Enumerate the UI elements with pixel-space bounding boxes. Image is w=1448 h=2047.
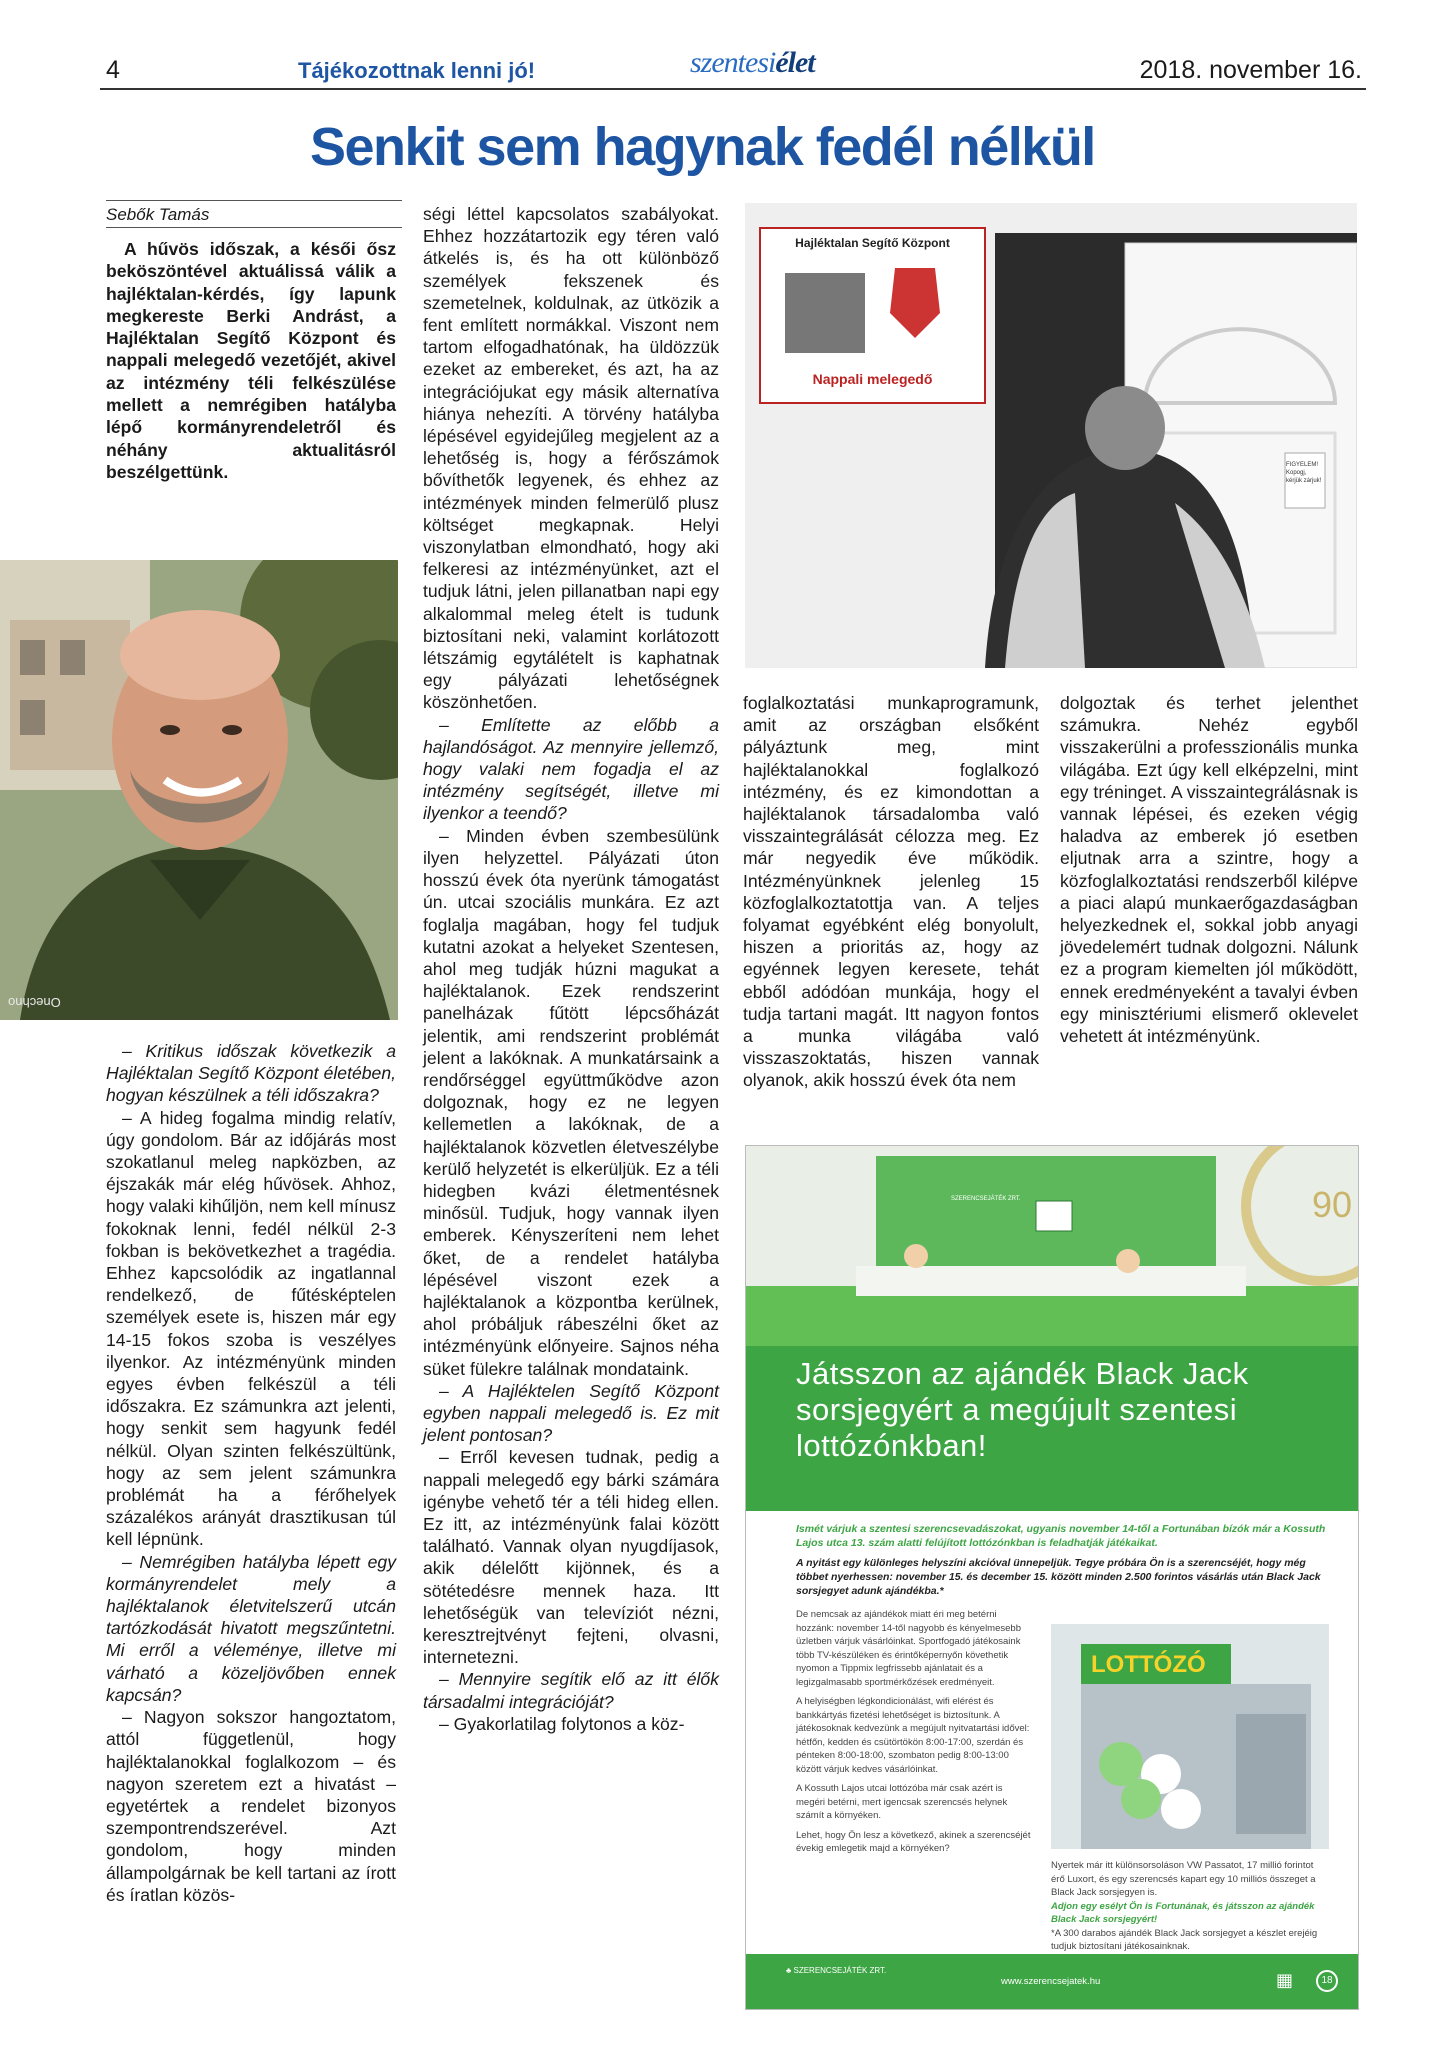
- paragraph: foglalkoztatási munkaprogramunk, amit az országban elsőként pályáztunk meg, mint hajléktalanokkal foglalkozó intézmény, és ez kimondottan a hajléktalanok társadalomba való visszaintegrálását célozza meg. Ez már negyedik éve működik. Intézményünknek jelenleg 15 közfoglalkoztatottja van. A teljes folyamat egyébként elég bonyolult, hiszen a prioritás az, hogy az egyénnek legyen keresete, tehát ebből adódóan munkája, hogy el tudja tartani magát. Itt nagyon fontos a munka világába való visszaszoktatás, hiszen vannak olyanok, akik hosszú évek óta nem: [743, 693, 1039, 1091]
- portrait-photo: [0, 560, 398, 1020]
- page-number: 4: [106, 56, 120, 84]
- ad-caption-text: Nyertek már itt különsorsoláson VW Passatot, 17 millió forintot érő Luxort, és egy szerencsés kapart egy 10 milliós összeget a Black Jack sorsjegyen is.: [1051, 1860, 1316, 1898]
- store-interior-illustration: [746, 1146, 1359, 1368]
- paragraph: – A Hajléktelen Segítő Központ egyben nappali melegedő is. Ez mit jelent pontosan?: [423, 1380, 719, 1446]
- article-lead: A hűvös időszak, a késői ősz beköszöntével aktuálissá válik a hajléktalan-kérdés, így lapunk megkereste Berki Andrást, a Hajléktalan Segítő Központ és nappali melegedő vezetőjét, akivel az intézmény téli felkészülése mellett a nemrégiben hatályba lépő kormányrendeletről és néhány aktualitásról beszélgettünk.: [106, 239, 396, 482]
- clover-logo: ♣ SZERENCSEJÁTÉK ZRT.: [786, 1966, 887, 1975]
- photo-watermark: Onechno: [8, 995, 61, 1010]
- ad-offer: A nyitást egy különleges helyszíni akcióval ünnepeljük. Tegye próbára Ön is a szerencséjét, hogy még többet nyerhessen: november 15. és december 15. között minden 2.500 forintos vásárlás után Black Jack sorsjegyet adunk ajándékba.*: [796, 1557, 1321, 1597]
- column-2: [423, 203, 719, 1735]
- counter-sign: SZERENCSEJÁTÉK ZRT.: [951, 1196, 1021, 1202]
- door-notice: FIGYELEM! Kopogj, kérjük zárjuk!: [1286, 462, 1322, 484]
- header-tagline: Tájékozottnak lenni jó!: [298, 58, 536, 83]
- shop-sign: LOTTÓZÓ: [1091, 1651, 1206, 1678]
- door-sign-subtitle: Nappali melegedő: [812, 371, 933, 387]
- newspaper-logo: szentesiélet: [690, 46, 815, 79]
- ad-body: [796, 1608, 1034, 1862]
- paragraph: ségi léttel kapcsolatos szabályokat. Ehhez hozzátartozik egy téren való átkelés is, és ha ott különböző személyek fekszenek és szemetelnek, koldulnak, az ütközik a fent említett normákkal. Viszont nem tartom elfogadhatónak, ha üldözzük ezeket az embereket, és azt, ha az integrációjukat egy másik alternatíva hiánya nehezíti. A törvény hatályba lépésével egyidejűleg megjelent az a lehetőség is, hogy a férőszámok bővíthetők legyenek, és ehhez az intézmények minden felmerülő plusz költséget megkapnak. Helyi viszonylatban elmondható, hogy aki felkeresi az intézményünket, azt el tudjuk látni, jelen pillanatban napi egy alkalommal meleg ételt is tudunk biztosítani neki, valamint korlátozott létszámig egytálételt is kaphatnak egy pályázati lehetőségnek köszönhetően.: [423, 204, 719, 713]
- column-4: [1060, 692, 1358, 1047]
- age-limit-badge: 18: [1316, 1970, 1338, 1992]
- ad-paragraph: Lehet, hogy Ön lesz a következő, akinek a szerencséjét évekig emlegetik majd a környéken?: [796, 1829, 1031, 1854]
- ad-title: Játsszon az ajándék Black Jack sorsjegyért a megújult szentesi lottózónkban!: [796, 1356, 1249, 1463]
- ad-shopfront-photo: [1051, 1624, 1329, 1849]
- issue-date: 2018. november 16.: [1139, 56, 1362, 84]
- ad-footer: [746, 1954, 1359, 2010]
- paragraph: – Nemrégiben hatályba lépett egy kormányrendelet mely a hajléktalanok életvitelszerű utcán tartózkodását hivatott megszűntetni. Mi erről a véleménye, illetve mi várható a közeljövőben ennek kapcsán?: [106, 1551, 396, 1705]
- ad-intro: Ismét várjuk a szentesi szerencsevadászokat, ugyanis november 14-től a Fortunában bízók már a Kossuth Lajos utca 13. szám alatti felújított lottózónkban is feladhatják játékaikat.: [796, 1523, 1326, 1549]
- paragraph: – Nagyon sokszor hangoztatom, attól függetlenül, hogy hajléktalanokkal foglalkozom – és nagyon szeretem ezt a hivatást – egyetértek a rendelet bizonyos szempontrendszerével. Azt gondolom, hogy minden állampolgárnak be kell tartani az írott és íratlan közös-: [106, 1707, 396, 1905]
- page-header: [100, 42, 1366, 90]
- wall-number: 90: [1312, 1184, 1353, 1225]
- ad-caption-highlight: Adjon egy esélyt Ön is Fortunának, és játsszon az ajándék Black Jack sorsjegyért!: [1051, 1900, 1315, 1925]
- door-photo: [745, 203, 1357, 668]
- ad-paragraph: A helyiségben légkondicionálást, wifi elérést és bankkártyás fizetési lehetőséget is biztosítunk. A játékosoknak kedvezünk a megújult nyitvatartási idővel: hétfőn, kedden és csütörtökön 8:00-17:00, szerdán és pénteken 8:00-18:00, szombaton pedig 8:00-13:00 között várjuk kedves vásárlóinkat.: [796, 1696, 1030, 1775]
- paragraph: – Gyakorlatilag folytonos a köz-: [439, 1713, 685, 1734]
- paragraph: dolgoztak és terhet jelenthet számukra. Nehéz egyből visszakerülni a professzionális munka világába. Ezt úgy kell elképzelni, mint egy tréninget. A visszaintegrálásnak is vannak lépései, és ezeken végig haladva az emberek jó esetben eljutnak arra a szintre, hogy a közfoglalkoztatási rendszerből kilépve a piaci alapú munkaerőgazdaságban helyezkednek el, sokkal jobb anyagi jövedelemért tudnak dolgozni. Nálunk ez a program kiemelten jól működött, ennek eredményeként a tavalyi évben egy minisztériumi elismerő oklevelet vehetett át intézményünk.: [1060, 693, 1358, 1047]
- door-sign-title: Hajléktalan Segítő Központ: [795, 236, 950, 250]
- ad-paragraph: De nemcsak az ajándékok miatt éri meg betérni hozzánk: november 14-től nagyobb és kényelmesebb üzletben várjuk vásárlóinkat. Sportfogadó játékosaink több TV-készüléken és érintőképernyőn követhetik nyomon a Tippmix legfrissebb ajánlatait és a legizgalmasabb sportmérkőzések eredményeit.: [796, 1609, 1021, 1688]
- ad-store-photo: [746, 1146, 1359, 1368]
- byline: Sebők Tamás: [106, 200, 402, 225]
- responsible-gaming-icon: ▦: [1276, 1970, 1294, 1990]
- paragraph: – A hideg fogalma mindig relatív, úgy gondolom. Bár az időjárás most szokatlanul meleg napközben, az éjszakák már elég hűvösek. Ahhoz, hogy valaki kihűljön, nem kell mínusz fokoknak lenni, fedél nélkül 2-3 fokban is bekövetkezhet a tragédia. Ehhez kapcsolódik az ingatlannal rendelkező, de fűtésképtelen személyek esete is, hiszen már egy 14-15 fokos szoba is veszélyes ilyenkor. Az intézményünk minden egyes évben felkészül a téli időszakra. Ez számunkra azt jelenti, hogy senkit sem hagyunk fedél nélkül. Olyan szinten felkészültünk, hogy az sem jelent számunkra problémát ha a férőhelyek százalékos arányát drasztikusan túl kell lépnünk.: [106, 1107, 396, 1550]
- paragraph: – Mennyire segítik elő az itt élők társadalmi integrációját?: [423, 1669, 719, 1712]
- ad-url: www.szerencsejatek.hu: [1001, 1976, 1101, 1987]
- column-1: [106, 1040, 396, 1906]
- ad-caption: [1051, 1859, 1329, 1954]
- door-illustration: [745, 203, 1357, 668]
- column-3: [743, 692, 1039, 1092]
- portrait-illustration: [0, 560, 398, 1020]
- paragraph: – Kritikus időszak következik a Hajléktalan Segítő Központ életében, hogyan készülnek a téli időszakra?: [106, 1041, 396, 1106]
- paragraph: – Minden évben szembesülünk ilyen helyzettel. Pályázati úton hosszú évek óta nyerünk támogatást ún. utcai szociális munkára. Ez azt foglalja magában, hogy fel tudjuk kutatni azokat a helyeket Szentesen, ahol meg tudják húzni magukat a hajléktalanok. Ezek rendszerint panelházak fűtött lépcsőházát jelentik, ami rendszerint problémát jelent a lakóknak. A munkatársaink a rendőrséggel együttműködve azon dolgoznak, hogy ez ne legyen kellemetlen a lakóknak, de a hajléktalanok közvetlen életveszélybe kerülő helyzetét is elkerüljük. Ez a téli hidegben kvázi életmentésnek minősül. Tudjuk, hogy vannak ilyen emberek. Kényszeríteni nem lehet őket, de a rendelet hatályba lépésével viszont ezek a hajléktalanok a központba kerülnek, ahol próbáljuk rábeszélni őket az intézményünk előnyeire. Sajnos néha süket fülekre találnak mondataink.: [423, 825, 719, 1379]
- ad-paragraph: A Kossuth Lajos utcai lottózóba már csak azért is megéri betérni, mert igencsak szerencsés helynek számít a környéken.: [796, 1783, 1008, 1821]
- article-headline: Senkit sem hagynak fedél nélkül: [310, 117, 1095, 177]
- lottery-advertisement: [745, 1145, 1359, 2010]
- ad-footnote: *A 300 darabos ajándék Black Jack sorsjegyet a készlet erejéig tudjuk biztosítani játékosainknak.: [1051, 1927, 1318, 1952]
- paragraph: – Erről kevesen tudnak, pedig a nappali melegedő egy bárki számára igénybe vehető tér a téli hideg ellen. Ez itt, az intézményünk falai között található. Vannak olyan nyugdíjasok, akik délelőtt kijönnek, és a sötétedésre mennek haza. Itt lehetőségük van televíziót nézni, keresztrejtvényt fejteni, olvasni, internetezni.: [423, 1447, 719, 1668]
- paragraph: – Említette az előbb a hajlandóságot. Az mennyire jellemző, hogy valaki nem fogadja el az intézmény segítségét, illetve mi ilyenkor a teendő?: [423, 714, 719, 824]
- byline-divider: [106, 227, 402, 228]
